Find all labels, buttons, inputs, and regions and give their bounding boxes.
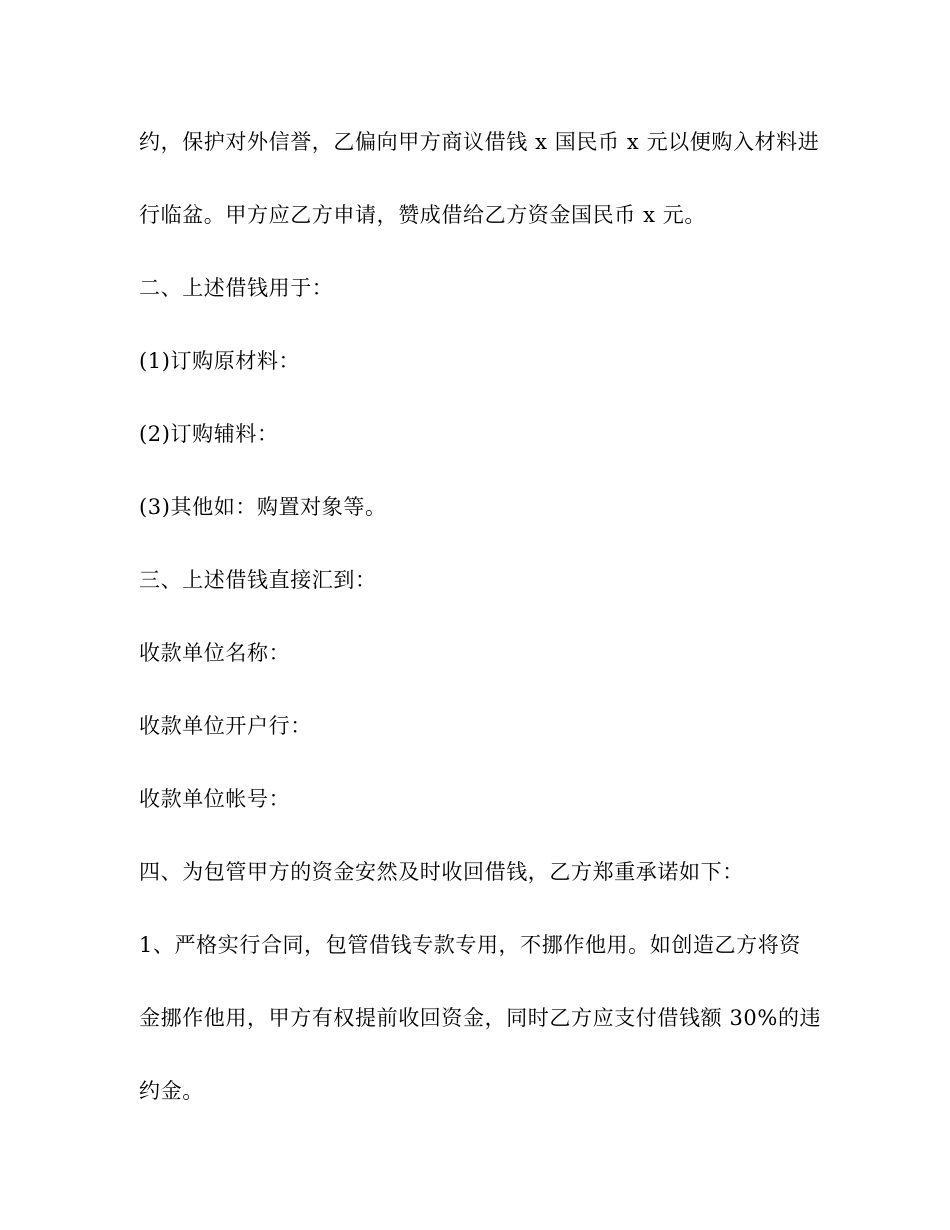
section-heading: 四、为包管甲方的资金安然及时收回借钱，乙方郑重承诺如下： [139, 860, 744, 884]
text-line: 约，保护对外信誉，乙偏向甲方商议借钱 x 国民币 x 元以便购入材料进 [139, 130, 820, 154]
text-line: 金挪作他用，甲方有权提前收回资金，同时乙方应支付借钱额 30%的违 [139, 1006, 822, 1030]
field-label: 收款单位名称： [139, 641, 291, 665]
section-heading: 三、上述借钱直接汇到： [139, 568, 377, 592]
field-label: 收款单位开户行： [139, 714, 312, 738]
list-item: (3)其他如：购置对象等。 [139, 495, 387, 519]
text-line: 约金。 [139, 1079, 204, 1103]
text-line: 行临盆。甲方应乙方申请，赞成借给乙方资金国民币 x 元。 [139, 203, 706, 227]
section-heading: 二、上述借钱用于： [139, 276, 334, 300]
list-item: (2)订购辅料： [139, 422, 279, 446]
field-label: 收款单位帐号： [139, 787, 291, 811]
list-item: (1)订购原材料： [139, 349, 301, 373]
text-line: 1、严格实行合同，包管借钱专款专用，不挪作他用。如创造乙方将资 [139, 933, 801, 957]
